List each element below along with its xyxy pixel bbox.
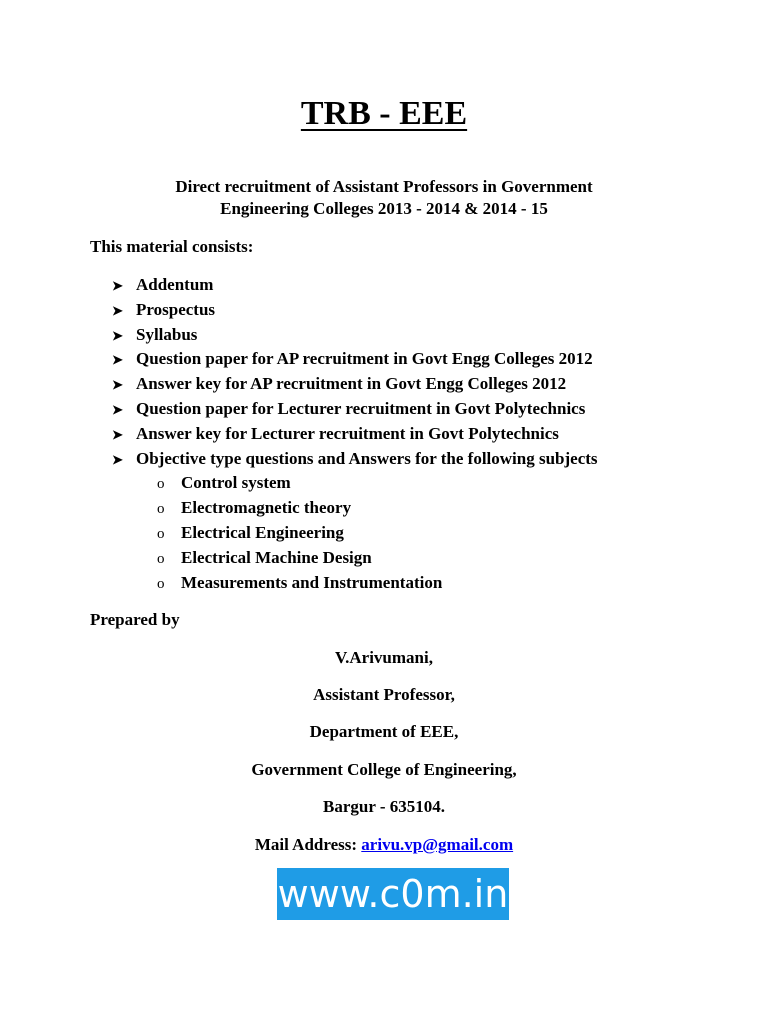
sublist-item	[157, 521, 643, 546]
subtitle-line-1: Direct recruitment of Assistant Professors in Government	[175, 177, 593, 196]
author-name: V.Arivumani,	[335, 648, 433, 667]
circle-bullet-icon: o	[157, 575, 165, 592]
list-item	[112, 372, 598, 397]
arrowhead-bullet-icon: ➤	[112, 327, 123, 343]
arrowhead-bullet-icon: ➤	[112, 401, 123, 417]
sublist-item-label: Electrical Engineering	[181, 522, 344, 542]
list-item-label: Question paper for Lecturer recruitment in Govt Polytechnics	[136, 398, 586, 418]
list-item-label: Objective type questions and Answers for the following subjects	[136, 448, 598, 468]
list-item	[112, 397, 598, 422]
list-item	[112, 273, 598, 298]
sublist-item-label: Control system	[181, 473, 291, 493]
author-department: Department of EEE,	[309, 722, 459, 741]
arrowhead-bullet-icon: ➤	[112, 451, 123, 467]
list-item-label: Syllabus	[136, 324, 198, 344]
arrowhead-bullet-icon: ➤	[112, 426, 123, 442]
author-institution: Government College of Engineering,	[251, 760, 517, 779]
list-item-label: Answer key for AP recruitment in Govt Engg Colleges 2012	[136, 374, 567, 394]
sublist-item	[157, 571, 643, 596]
contents-intro: This material consists:	[90, 237, 254, 256]
author-designation: Assistant Professor,	[313, 685, 455, 704]
sublist-item	[157, 496, 643, 521]
prepared-by-label: Prepared by	[90, 610, 180, 629]
mail-address-link[interactable]: arivu.vp@gmail.com	[361, 835, 514, 854]
circle-bullet-icon: o	[157, 501, 165, 518]
circle-bullet-icon: o	[157, 550, 165, 567]
document-title: TRB - EEE	[300, 95, 468, 132]
sublist-item-label: Electromagnetic theory	[181, 498, 352, 518]
sublist-item-label: Measurements and Instrumentation	[181, 572, 443, 592]
sublist-container	[112, 471, 598, 595]
list-item	[112, 422, 598, 447]
sublist-item	[157, 471, 643, 496]
website-banner[interactable]: www.c0m.in	[277, 868, 509, 920]
list-item	[112, 347, 598, 372]
subtitle-line-2: Engineering Colleges 2013 - 2014 & 2014 - 15	[220, 199, 548, 218]
list-item-label: Prospectus	[136, 299, 216, 319]
arrowhead-bullet-icon: ➤	[112, 302, 123, 318]
list-item	[112, 323, 598, 348]
author-location: Bargur - 635104.	[323, 797, 445, 816]
mail-address-label: Mail Address:	[254, 835, 362, 854]
circle-bullet-icon: o	[157, 525, 165, 542]
list-item	[112, 447, 598, 472]
contents-list	[112, 273, 598, 595]
sublist-item-label: Electrical Machine Design	[181, 547, 372, 567]
mail-address-line	[0, 834, 768, 856]
arrowhead-bullet-icon: ➤	[112, 352, 123, 368]
document-subtitle	[0, 176, 768, 220]
arrowhead-bullet-icon: ➤	[112, 377, 123, 393]
sublist-item	[157, 546, 643, 571]
list-item-label: Question paper for AP recruitment in Govt Engg Colleges 2012	[136, 349, 593, 369]
list-item-label: Answer key for Lecturer recruitment in Govt Polytechnics	[136, 423, 559, 443]
circle-bullet-icon: o	[157, 476, 165, 493]
subjects-sublist	[157, 471, 643, 595]
arrowhead-bullet-icon: ➤	[112, 278, 123, 293]
list-item-label: Addentum	[136, 275, 214, 294]
list-item	[112, 298, 598, 323]
